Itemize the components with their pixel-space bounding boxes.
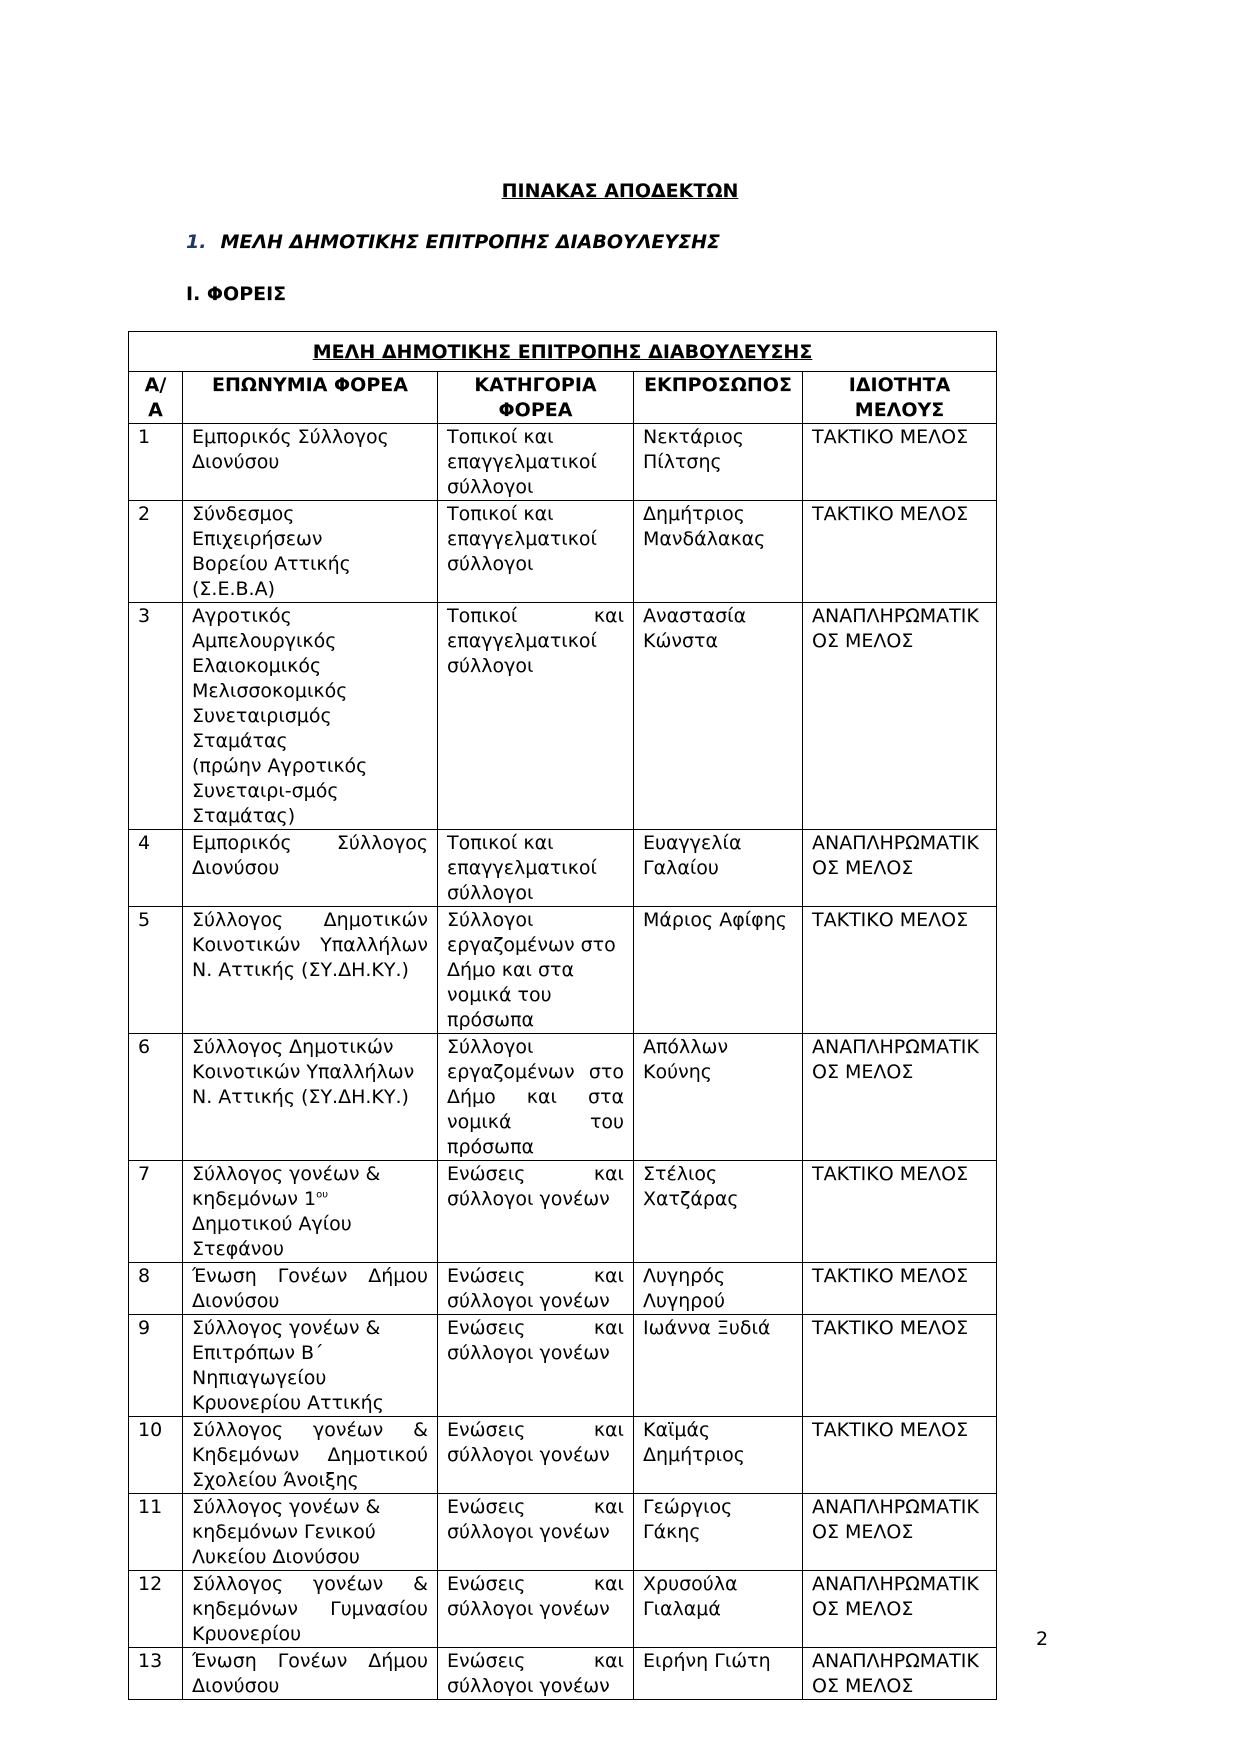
table-row (129, 1648, 997, 1700)
representative-name: Γεώργιος Γάκης (634, 1494, 803, 1571)
organization-category: Σύλλογοι εργαζομένων στο Δήμο και στα νομικά του πρόσωπα (438, 907, 634, 1034)
header-role: ΙΔΙΟΤΗΤΑ ΜΕΛΟΥΣ (803, 372, 997, 424)
section-number: 1. (186, 231, 207, 253)
header-name: ΕΠΩΝΥΜΙΑ ΦΟΡΕΑ (183, 372, 438, 424)
organization-name: Σύλλογος γονέων & Κηδεμόνων Δημοτικού Σχολείου Άνοιξης (183, 1417, 438, 1494)
table-row (129, 1034, 997, 1161)
member-role: ΤΑΚΤΙΚΟ ΜΕΛΟΣ (803, 1161, 997, 1263)
member-role: ΑΝΑΠΛΗΡΩΜΑΤΙΚ ΟΣ ΜΕΛΟΣ (803, 603, 997, 830)
organization-category: Σύλλογοι εργαζομένων στο Δήμο και στα νομικά του πρόσωπα (438, 1034, 634, 1161)
member-role: ΤΑΚΤΙΚΟ ΜΕΛΟΣ (803, 1315, 997, 1417)
organization-name: Εμπορικός Σύλλογος Διονύσου (183, 424, 438, 501)
table-row (129, 603, 997, 830)
member-role: ΑΝΑΠΛΗΡΩΜΑΤΙΚ ΟΣ ΜΕΛΟΣ (803, 830, 997, 907)
table-row (129, 1161, 997, 1263)
representative-name: Λυγηρός Λυγηρού (634, 1263, 803, 1315)
row-number: 1 (129, 424, 183, 501)
organization-name: Σύλλογος γονέων & κηδεμόνων Γενικού Λυκείου Διονύσου (183, 1494, 438, 1571)
member-role: ΤΑΚΤΙΚΟ ΜΕΛΟΣ (803, 1263, 997, 1315)
table-row (129, 1315, 997, 1417)
organization-name: Σύλλογος Δημοτικών Κοινοτικών Υπαλλήλων Ν. Αττικής (ΣΥ.ΔΗ.ΚΥ.) (183, 1034, 438, 1161)
row-number: 13 (129, 1648, 183, 1700)
row-number: 4 (129, 830, 183, 907)
header-category: ΚΑΤΗΓΟΡΙΑ ΦΟΡΕΑ (438, 372, 634, 424)
representative-name: Στέλιος Χατζάρας (634, 1161, 803, 1263)
organization-category: Ενώσεις και σύλλογοι γονέων (438, 1315, 634, 1417)
organization-category: Ενώσεις και σύλλογοι γονέων (438, 1263, 634, 1315)
document-title: ΠΙΝΑΚΑΣ ΑΠΟΔΕΚΤΩΝ (501, 180, 739, 202)
representative-name: Χρυσούλα Γιαλαμά (634, 1571, 803, 1648)
row-number: 9 (129, 1315, 183, 1417)
subsection-heading: Ι. ΦΟΡΕΙΣ (186, 283, 287, 305)
member-role: ΤΑΚΤΙΚΟ ΜΕΛΟΣ (803, 907, 997, 1034)
section-heading (186, 231, 720, 253)
organization-category: Τοπικοί και επαγγελματικοί σύλλογοι (438, 501, 634, 603)
organization-category: Ενώσεις και σύλλογοι γονέων (438, 1417, 634, 1494)
member-role: ΤΑΚΤΙΚΟ ΜΕΛΟΣ (803, 501, 997, 603)
member-role: ΤΑΚΤΙΚΟ ΜΕΛΟΣ (803, 1417, 997, 1494)
organization-category: Ενώσεις και σύλλογοι γονέων (438, 1648, 634, 1700)
representative-name: Μάριος Αφίφης (634, 907, 803, 1034)
representative-name: Ευαγγελία Γαλαίου (634, 830, 803, 907)
organization-category: Ενώσεις και σύλλογοι γονέων (438, 1161, 634, 1263)
representative-name: Απόλλων Κούνης (634, 1034, 803, 1161)
row-number: 8 (129, 1263, 183, 1315)
table-header-row (129, 372, 997, 424)
organization-name: Σύλλογος Δημοτικών Κοινοτικών Υπαλλήλων Ν. Αττικής (ΣΥ.ΔΗ.ΚΥ.) (183, 907, 438, 1034)
organization-name: Σύλλογος γονέων & κηδεμόνων Γυμνασίου Κρυονερίου (183, 1571, 438, 1648)
table-row (129, 907, 997, 1034)
organization-name: Αγροτικός Αμπελουργικός Ελαιοκομικός Μελισσοκομικός Συνεταιρισμός Σταμάτας (πρώην Αγροτικός Συνεταιρι-σμός Σταμάτας) (183, 603, 438, 830)
organization-category: Τοπικοί και επαγγελματικοί σύλλογοι (438, 830, 634, 907)
representative-name: Ιωάννα Ξυδιά (634, 1315, 803, 1417)
row-number: 11 (129, 1494, 183, 1571)
organization-name: Ένωση Γονέων Δήμου Διονύσου (183, 1263, 438, 1315)
row-number: 2 (129, 501, 183, 603)
header-aa: Α/ Α (129, 372, 183, 424)
representative-name: Δημήτριος Μανδάλακας (634, 501, 803, 603)
table-row (129, 1571, 997, 1648)
row-number: 6 (129, 1034, 183, 1161)
member-role: ΑΝΑΠΛΗΡΩΜΑΤΙΚ ΟΣ ΜΕΛΟΣ (803, 1034, 997, 1161)
member-role: ΑΝΑΠΛΗΡΩΜΑΤΙΚ ΟΣ ΜΕΛΟΣ (803, 1494, 997, 1571)
row-number: 3 (129, 603, 183, 830)
organization-category: Ενώσεις και σύλλογοι γονέων (438, 1571, 634, 1648)
table-row (129, 1263, 997, 1315)
member-role: ΑΝΑΠΛΗΡΩΜΑΤΙΚ ΟΣ ΜΕΛΟΣ (803, 1571, 997, 1648)
organization-name: Ένωση Γονέων Δήμου Διονύσου (183, 1648, 438, 1700)
representative-name: Ειρήνη Γιώτη (634, 1648, 803, 1700)
table-row (129, 1494, 997, 1571)
row-number: 12 (129, 1571, 183, 1648)
organization-name: Εμπορικός Σύλλογος Διονύσου (183, 830, 438, 907)
organization-name: Σύλλογος γονέων & Επιτρόπων Β΄ Νηπιαγωγείου Κρυονερίου Αττικής (183, 1315, 438, 1417)
row-number: 10 (129, 1417, 183, 1494)
ordinal-superscript: ου (316, 1189, 329, 1201)
table-body (129, 424, 997, 1700)
table-caption-row (129, 332, 997, 372)
members-table (128, 331, 997, 1700)
organization-category: Τοπικοί και επαγγελματικοί σύλλογοι (438, 603, 634, 830)
row-number: 7 (129, 1161, 183, 1263)
table-caption: ΜΕΛΗ ΔΗΜΟΤΙΚΗΣ ΕΠΙΤΡΟΠΗΣ ΔΙΑΒΟΥΛΕΥΣΗΣ (129, 332, 997, 372)
representative-name: Αναστασία Κώνστα (634, 603, 803, 830)
header-representative: ΕΚΠΡΟΣΩΠΟΣ (634, 372, 803, 424)
member-role: ΤΑΚΤΙΚΟ ΜΕΛΟΣ (803, 424, 997, 501)
representative-name: Καϊμάς Δημήτριος (634, 1417, 803, 1494)
organization-name: Σύλλογος γονέων & κηδεμόνων $1^{o\upsilon}$ Δημοτικού Αγίου Στεφάνου (183, 1161, 438, 1263)
representative-name: Νεκτάριος Πίλτσης (634, 424, 803, 501)
table-row (129, 424, 997, 501)
member-role: ΑΝΑΠΛΗΡΩΜΑΤΙΚ ΟΣ ΜΕΛΟΣ (803, 1648, 997, 1700)
table-row (129, 830, 997, 907)
table-row (129, 1417, 997, 1494)
table-row (129, 501, 997, 603)
row-number: 5 (129, 907, 183, 1034)
page-number: 2 (1036, 1628, 1049, 1650)
section-title: ΜΕΛΗ ΔΗΜΟΤΙΚΗΣ ΕΠΙΤΡΟΠΗΣ ΔΙΑΒΟΥΛΕΥΣΗΣ (220, 231, 721, 253)
organization-category: Ενώσεις και σύλλογοι γονέων (438, 1494, 634, 1571)
organization-name: Σύνδεσμος Επιχειρήσεων Βορείου Αττικής (Σ.Ε.Β.Α) (183, 501, 438, 603)
organization-category: Τοπικοί και επαγγελματικοί σύλλογοι (438, 424, 634, 501)
